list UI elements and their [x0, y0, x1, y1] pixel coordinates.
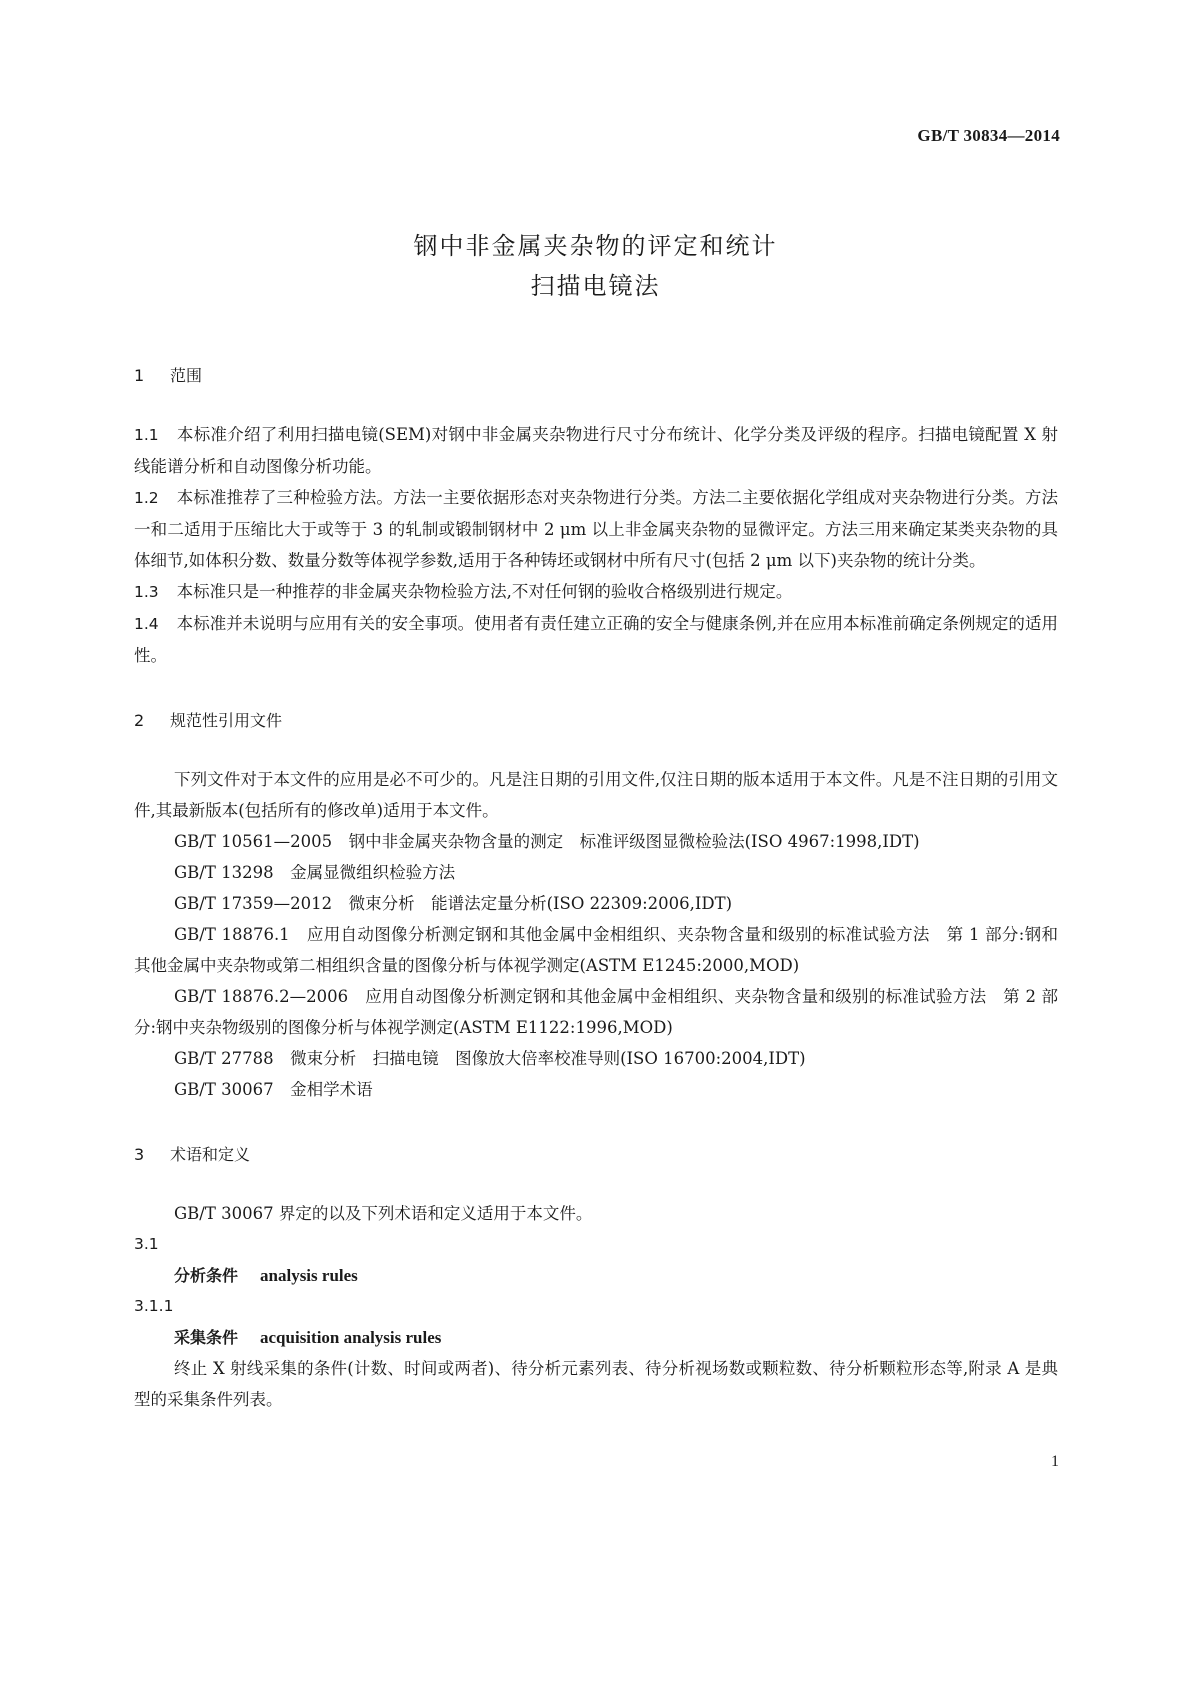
title-line-1: 钢中非金属夹杂物的评定和统计	[413, 232, 778, 260]
clause-1-4	[134, 608, 1058, 671]
reference-item: GB/T 18876.1 应用自动图像分析测定钢和其他金属中金相组织、夹杂物含量和级别的标准试验方法 第 1 部分:钢和其他金属中夹杂物或第二相组织含量的图像分析与体视学测定(ASTM E1245:2000,MOD)	[134, 925, 1058, 975]
clause-number: 1.2	[134, 489, 159, 507]
document-title	[0, 226, 1191, 306]
clause-1-2	[134, 482, 1058, 576]
reference-item: GB/T 13298 金属显微组织检验方法	[174, 863, 456, 882]
section-heading-terms	[134, 1139, 1058, 1170]
reference-item: GB/T 10561—2005 钢中非金属夹杂物含量的测定 标准评级图显微检验法(ISO 4967:1998,IDT)	[174, 832, 920, 851]
section-title: 术语和定义	[170, 1145, 251, 1164]
term-name-zh: 分析条件	[174, 1266, 239, 1285]
standard-code: GB/T 30834—2014	[917, 126, 1060, 145]
clause-text: 本标准介绍了利用扫描电镜(SEM)对钢中非金属夹杂物进行尺寸分布统计、化学分类及评级的程序。扫描电镜配置 X 射线能谱分析和自动图像分析功能。	[134, 425, 1058, 476]
term-name-zh: 采集条件	[174, 1328, 239, 1347]
clause-1-3	[134, 576, 1058, 608]
term-number: 3.1.1	[134, 1297, 174, 1315]
term-definition: 终止 X 射线采集的条件(计数、时间或两者)、待分析元素列表、待分析视场数或颗粒数、待分析颗粒形态等,附录 A 是典型的采集条件列表。	[134, 1359, 1058, 1409]
section-heading-scope	[134, 360, 1058, 391]
term-name-en: acquisition analysis rules	[260, 1328, 442, 1347]
terms-intro: GB/T 30067 界定的以及下列术语和定义适用于本文件。	[174, 1204, 593, 1223]
clause-1-1	[134, 419, 1058, 482]
reference-item: GB/T 17359—2012 微束分析 能谱法定量分析(ISO 22309:2006,IDT)	[174, 894, 733, 913]
clause-text: 本标准只是一种推荐的非金属夹杂物检验方法,不对任何钢的验收合格级别进行规定。	[176, 582, 793, 601]
section-number: 3	[134, 1145, 145, 1164]
term-number: 3.1	[134, 1235, 159, 1253]
reference-item: GB/T 18876.2—2006 应用自动图像分析测定钢和其他金属中金相组织、夹杂物含量和级别的标准试验方法 第 2 部分:钢中夹杂物级别的图像分析与体视学测定(ASTM E1122:1996,MOD)	[134, 987, 1058, 1037]
reference-item: GB/T 27788 微束分析 扫描电镜 图像放大倍率校准导则(ISO 16700:2004,IDT)	[174, 1049, 806, 1068]
references-intro: 下列文件对于本文件的应用是必不可少的。凡是注日期的引用文件,仅注日期的版本适用于本文件。凡是不注日期的引用文件,其最新版本(包括所有的修改单)适用于本文件。	[134, 770, 1058, 820]
term-name	[134, 1260, 1058, 1291]
section-number: 1	[134, 366, 145, 385]
section-title: 范围	[170, 366, 203, 385]
clause-number: 1.1	[134, 426, 159, 444]
term-name-en: analysis rules	[260, 1266, 358, 1285]
section-number: 2	[134, 711, 145, 730]
clause-text: 本标准推荐了三种检验方法。方法一主要依据形态对夹杂物进行分类。方法二主要依据化学组成对夹杂物进行分类。方法一和二适用于压缩比大于或等于 3 的轧制或锻制钢材中 2 μm 以上非金属夹杂物的显微评定。方法三用来确定某类夹杂物的具体细节,如体积分数、数量分数等体视学参数,适用于各种铸坯或钢材中所有尺寸(包括 2 μm 以下)夹杂物的统计分类。	[134, 488, 1058, 570]
section-title: 规范性引用文件	[170, 711, 283, 730]
reference-item: GB/T 30067 金相学术语	[174, 1080, 373, 1099]
page-number: 1	[1051, 1453, 1059, 1470]
clause-text: 本标准并未说明与应用有关的安全事项。使用者有责任建立正确的安全与健康条例,并在应用本标准前确定条例规定的适用性。	[134, 614, 1058, 665]
title-line-2: 扫描电镜法	[530, 272, 661, 300]
document-body	[134, 360, 1058, 1415]
section-heading-normative-references	[134, 705, 1058, 736]
term-name	[134, 1322, 1058, 1353]
clause-number: 1.4	[134, 615, 159, 633]
clause-number: 1.3	[134, 583, 159, 601]
